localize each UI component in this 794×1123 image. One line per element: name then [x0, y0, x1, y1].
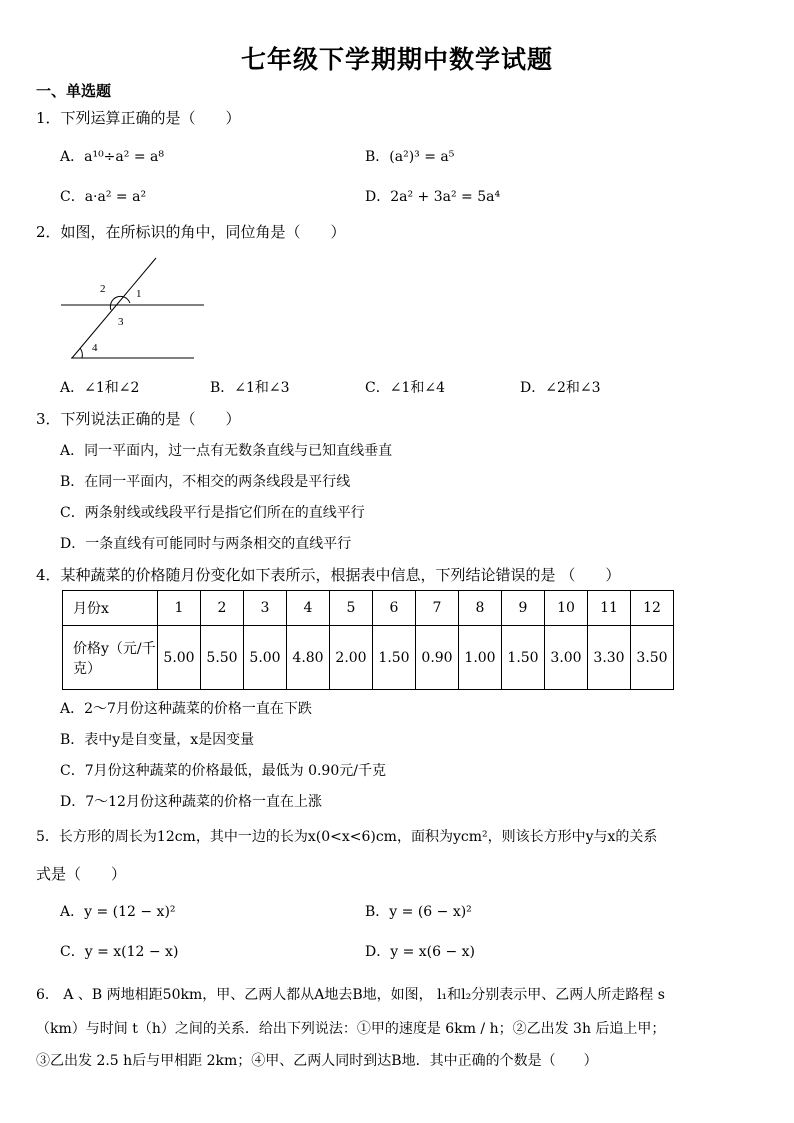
question-5-option-b[interactable]: B．y = (6 − x)²	[365, 904, 472, 920]
question-6-line2: （km）与时间 t（h）之间的关系．给出下列说法：①甲的速度是 6km / h；②乙出发 3h 后追上甲；	[36, 1021, 666, 1037]
table-cell: 8	[459, 591, 502, 626]
table-cell: 9	[502, 591, 545, 626]
question-2-option-a[interactable]: A．∠1和∠2	[60, 380, 140, 396]
table-cell: 1.50	[373, 626, 416, 690]
table-cell: 3.50	[631, 626, 674, 690]
table-cell: 3.30	[588, 626, 631, 690]
table-cell: 2	[201, 591, 244, 626]
question-3-option-d[interactable]: D．一条直线有可能同时与两条相交的直线平行	[60, 536, 352, 552]
question-4-option-d[interactable]: D．7～12月份这种蔬菜的价格一直在上涨	[60, 794, 322, 810]
table-cell: 3.00	[545, 626, 588, 690]
question-3-option-c[interactable]: C．两条射线或线段平行是指它们所在的直线平行	[60, 505, 365, 521]
table-cell: 1	[158, 591, 201, 626]
section-heading: 一、单选题	[36, 82, 112, 100]
table-cell: 5.50	[201, 626, 244, 690]
question-6-line3: ③乙出发 2.5 h后与甲相距 2km；④甲、乙两人同时到达B地．其中正确的个数是（ ）	[36, 1053, 598, 1069]
page-title: 七年级下学期期中数学试题	[240, 45, 553, 74]
question-1-option-a[interactable]: A．a¹⁰÷a² = a⁸	[60, 149, 164, 165]
angle-label-2: 2	[100, 283, 106, 295]
question-6-line1: 6． A 、B 两地相距50km，甲、乙两人都从A地去B地，如图， l₁和l₂分别表示甲、乙两人所走路程 s	[36, 987, 665, 1003]
question-5-option-c[interactable]: C．y = x(12 − x)	[60, 944, 179, 960]
question-4-option-a[interactable]: A．2～7月份这种蔬菜的价格一直在下跌	[60, 701, 312, 717]
table-cell: 7	[416, 591, 459, 626]
table-cell: 2.00	[330, 626, 373, 690]
question-2-option-d[interactable]: D．∠2和∠3	[520, 380, 601, 396]
table-cell: 4	[287, 591, 330, 626]
table-cell: 10	[545, 591, 588, 626]
table-cell: 6	[373, 591, 416, 626]
question-5-stem-line2: 式是（ ）	[36, 865, 127, 883]
question-2-option-c[interactable]: C．∠1和∠4	[365, 380, 445, 396]
question-4-option-c[interactable]: C．7月份这种蔬菜的价格最低，最低为 0.90元/千克	[60, 763, 386, 779]
table-cell: 11	[588, 591, 631, 626]
angle-label-1: 1	[136, 288, 142, 300]
angle-label-3: 3	[118, 316, 124, 328]
question-2-option-b[interactable]: B．∠1和∠3	[210, 380, 290, 396]
table-cell: 5.00	[244, 626, 287, 690]
question-1-stem: 1．下列运算正确的是（ ）	[36, 109, 241, 127]
table-cell: 5	[330, 591, 373, 626]
table-row	[63, 591, 674, 626]
question-1-option-d[interactable]: D．2a² + 3a² = 5a⁴	[365, 189, 501, 205]
angle-label-4: 4	[92, 342, 98, 354]
question-3-stem: 3．下列说法正确的是（ ）	[36, 410, 241, 428]
question-5-stem-line1: 5．长方形的周长为12cm，其中一边的长为x(0<x<6)cm，面积为ycm²，则该长方形中y与x的关系	[36, 829, 658, 845]
question-5-option-a[interactable]: A．y = (12 − x)²	[60, 904, 176, 920]
question-3-option-b[interactable]: B．在同一平面内，不相交的两条线段是平行线	[60, 474, 351, 490]
table-cell: 0.90	[416, 626, 459, 690]
price-table	[62, 590, 674, 690]
question-1-option-b[interactable]: B．(a²)³ = a⁵	[365, 149, 455, 165]
angle-figure	[56, 255, 211, 365]
table-cell: 12	[631, 591, 674, 626]
table-row	[63, 626, 674, 690]
question-5-option-d[interactable]: D．y = x(6 − x)	[365, 944, 476, 960]
table-cell: 1.50	[502, 626, 545, 690]
table-cell: 4.80	[287, 626, 330, 690]
table-cell: 3	[244, 591, 287, 626]
question-2-stem: 2．如图，在所标识的角中，同位角是（ ）	[36, 223, 346, 241]
table-cell: 5.00	[158, 626, 201, 690]
question-1-option-c[interactable]: C．a·a² = a²	[60, 189, 147, 205]
table-cell: 1.00	[459, 626, 502, 690]
table-header-month: 月份x	[63, 591, 158, 626]
table-header-price: 价格y（元/千克）	[63, 626, 158, 690]
question-4-option-b[interactable]: B．表中y是自变量，x是因变量	[60, 732, 255, 748]
question-4-stem: 4．某种蔬菜的价格随月份变化如下表所示，根据表中信息，下列结论错误的是 （ ）	[36, 566, 621, 584]
question-3-option-a[interactable]: A．同一平面内，过一点有无数条直线与已知直线垂直	[60, 443, 393, 459]
